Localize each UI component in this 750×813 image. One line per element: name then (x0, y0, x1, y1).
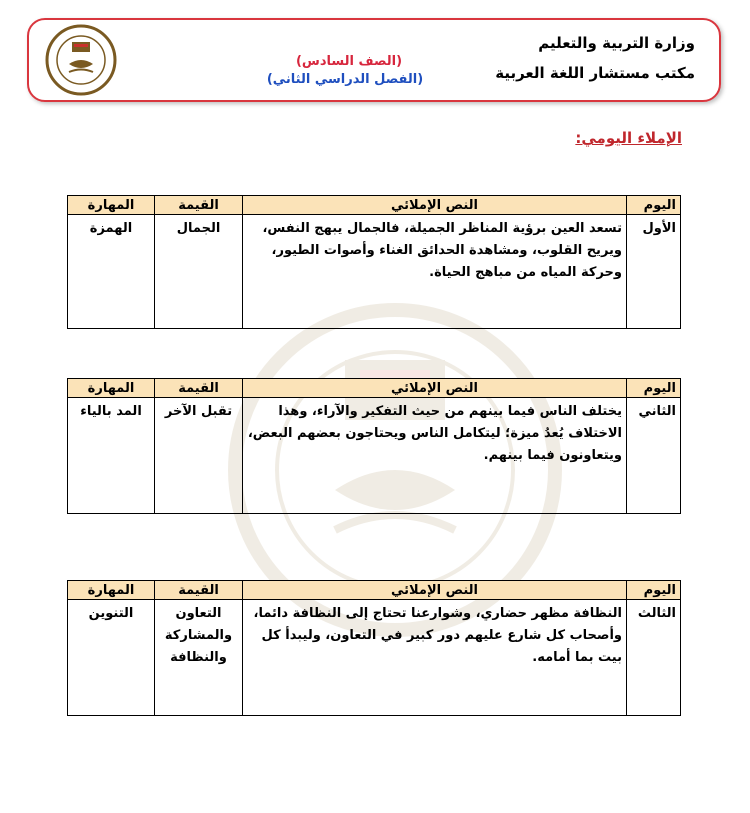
value-cell: الجمال (155, 215, 243, 329)
dictation-text-cell: تسعد العين برؤية المناظر الجميلة، فالجمال يبهج النفس، ويريح القلوب، ومشاهدة الحدائق الغناء وأصوات الطيور، وحركة المياه من مباهج الحياة. (243, 215, 627, 329)
dictation-table-day-3 (67, 580, 681, 716)
day-cell: الثاني (627, 398, 681, 514)
value-cell: تقبل الآخر (155, 398, 243, 514)
grade-label: (الصف السادس) (295, 54, 403, 69)
col-text-header: النص الإملائي (243, 581, 627, 600)
col-day-header: اليوم (627, 196, 681, 215)
table-row (68, 215, 681, 329)
day-cell: الأول (627, 215, 681, 329)
dictation-table-day-1 (67, 195, 681, 329)
table-header-row (68, 196, 681, 215)
table-row (68, 600, 681, 716)
table-header-row (68, 379, 681, 398)
col-value-header: القيمة (155, 379, 243, 398)
dictation-text-cell: يختلف الناس فيما بينهم من حيث التفكير والآراء، وهذا الاختلاف يُعدُ ميزة؛ ليتكامل الناس ويحتاجون بعضهم البعض، ويتعاونون فيما بينهم. (243, 398, 627, 514)
table-header-row (68, 581, 681, 600)
dictation-text-cell: النظافة مظهر حضاري، وشوارعنا تحتاج إلى النظافة دائما، وأصحاب كل شارع عليهم دور كبير في التعاون، وليبدأ كل بيت بما أمامه. (243, 600, 627, 716)
col-text-header: النص الإملائي (243, 196, 627, 215)
term-label: (الفصل الدراسي الثاني) (266, 72, 424, 87)
ministry-name: وزارة التربية والتعليم (538, 34, 695, 52)
ministry-logo (45, 24, 117, 96)
skill-cell: المد بالياء (68, 398, 155, 514)
col-skill-header: المهارة (68, 196, 155, 215)
section-title: الإملاء اليومي: (575, 129, 682, 147)
skill-cell: الهمزة (68, 215, 155, 329)
value-cell: التعاون والمشاركة والنظافة (155, 600, 243, 716)
col-skill-header: المهارة (68, 581, 155, 600)
office-name: مكتب مستشار اللغة العربية (495, 64, 695, 82)
day-cell: الثالث (627, 600, 681, 716)
col-day-header: اليوم (627, 581, 681, 600)
col-skill-header: المهارة (68, 379, 155, 398)
col-value-header: القيمة (155, 581, 243, 600)
col-text-header: النص الإملائي (243, 379, 627, 398)
header-box (27, 18, 721, 102)
skill-cell: التنوين (68, 600, 155, 716)
dictation-table-day-2 (67, 378, 681, 514)
table-row (68, 398, 681, 514)
col-day-header: اليوم (627, 379, 681, 398)
col-value-header: القيمة (155, 196, 243, 215)
